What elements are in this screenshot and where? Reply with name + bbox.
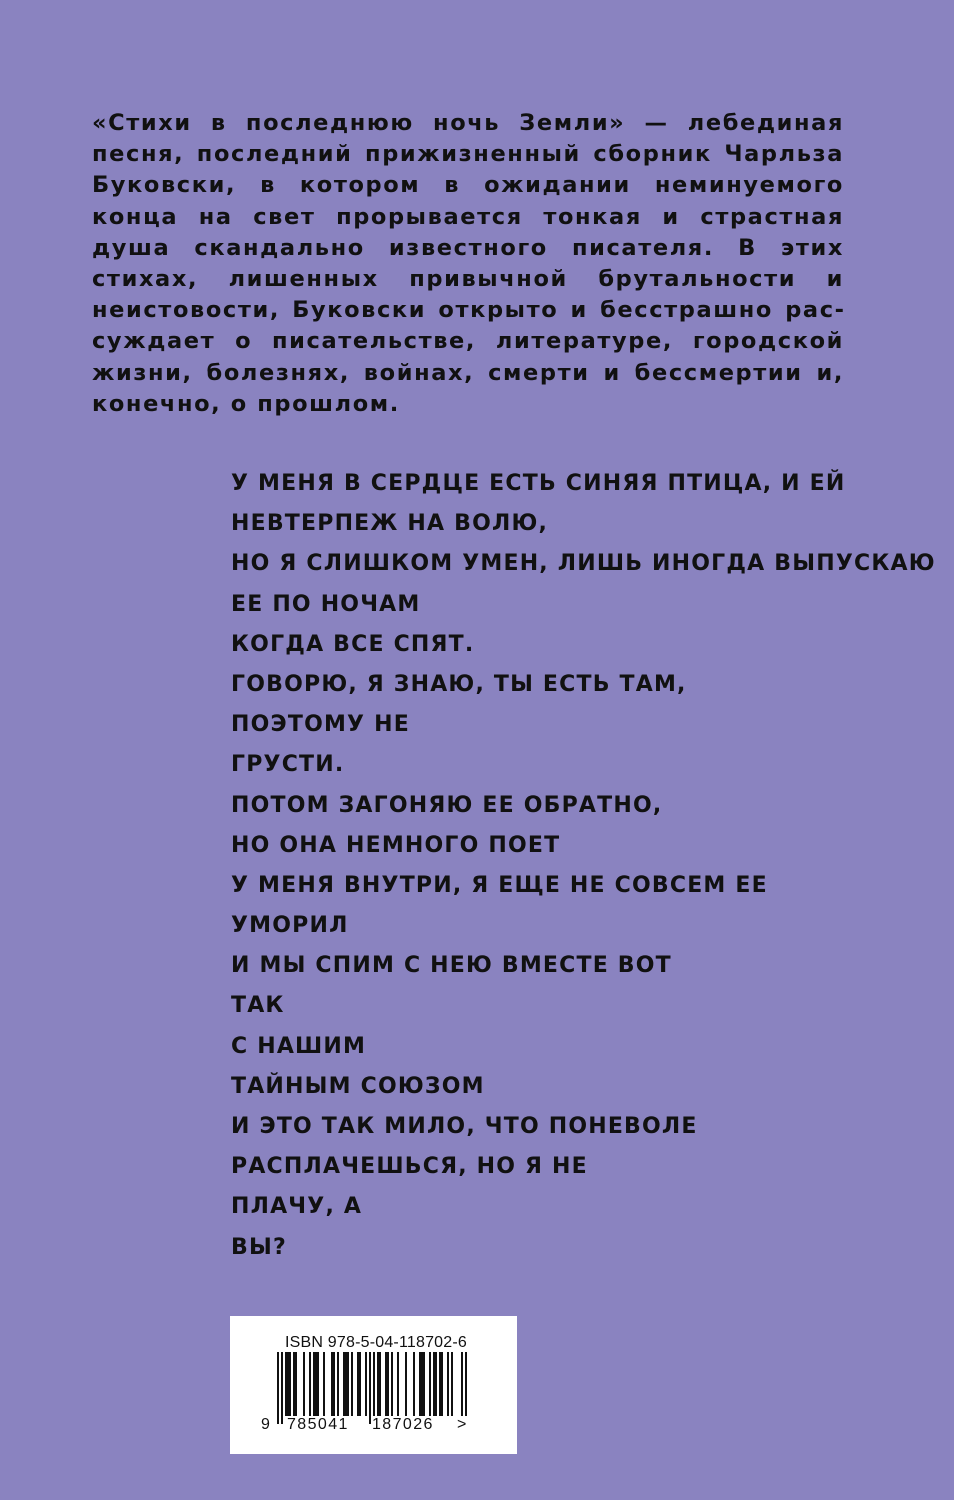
- barcode-bar: [451, 1352, 453, 1416]
- poem-line: РАСПЛАЧЕШЬСЯ, НО Я НЕ: [231, 1154, 588, 1180]
- barcode-bar: [441, 1352, 443, 1416]
- poem-line: С НАШИМ: [231, 1033, 367, 1059]
- barcode-bar: [323, 1352, 325, 1416]
- barcode-bar: [357, 1352, 359, 1416]
- barcode-bar: [351, 1352, 353, 1416]
- poem-line: ТАК: [231, 993, 285, 1019]
- barcode-bar: [369, 1352, 371, 1424]
- barcode-bar: [277, 1352, 279, 1424]
- barcode-bar: [419, 1352, 421, 1416]
- poem-line: У МЕНЯ В СЕРДЦЕ ЕСТЬ СИНЯЯ ПТИЦА, И ЕЙ: [231, 471, 846, 496]
- poem-line: И ЭТО ТАК МИЛО, ЧТО ПОНЕВОЛЕ: [231, 1114, 698, 1139]
- barcode-bar: [421, 1352, 423, 1416]
- barcode-bar: [333, 1352, 335, 1416]
- barcode-bar: [343, 1352, 345, 1416]
- poem-line: И МЫ СПИМ С НЕЮ ВМЕСТЕ ВОТ: [231, 953, 672, 979]
- barcode-bar: [447, 1352, 449, 1416]
- barcode-bar: [373, 1352, 375, 1424]
- poem-line: НО ОНА НЕМНОГО ПОЕТ: [231, 832, 561, 858]
- barcode-bar: [405, 1352, 407, 1416]
- barcode-bar: [295, 1352, 297, 1416]
- barcode-bar: [391, 1352, 393, 1416]
- poem-line: НО Я СЛИШКОМ УМЕН, ЛИШЬ ИНОГДА ВЫПУСКАЮ: [231, 551, 936, 577]
- barcode-bar: [387, 1352, 389, 1416]
- barcode-bar: [439, 1352, 441, 1416]
- poem-excerpt: [231, 466, 936, 1270]
- barcode-bar: [433, 1352, 435, 1416]
- barcode-bar: [337, 1352, 339, 1416]
- barcode-digits-left: 785041: [287, 1416, 349, 1433]
- poem-line: ВЫ?: [231, 1234, 287, 1260]
- barcode-bar: [365, 1352, 367, 1416]
- poem-line: ПОТОМ ЗАГОНЯЮ ЕЕ ОБРАТНО,: [231, 792, 663, 818]
- barcode-bar: [313, 1352, 315, 1416]
- barcode-bar: [303, 1352, 305, 1416]
- barcode-bar: [309, 1352, 311, 1416]
- poem-line: КОГДА ВСЕ СПЯТ.: [231, 631, 475, 657]
- barcode-bar: [345, 1352, 347, 1416]
- isbn-barcode: [230, 1316, 517, 1454]
- poem-line: ГОВОРЮ, Я ЗНАЮ, ТЫ ЕСТЬ ТАМ,: [231, 671, 687, 697]
- barcode-bar: [423, 1352, 425, 1416]
- barcode-bar: [461, 1352, 463, 1424]
- barcode-bar: [289, 1352, 291, 1416]
- barcode-bar: [385, 1352, 387, 1416]
- annotation-paragraph: «Стихи в последнюю ночь Земли» — лебединая песня, последний прижизненный сборник Чарльза Буковски, в котором в ожидании неминуемого конца на свет прорывается тонкая и страстная душа скандально известного писателя. В этих стихах, лишенных привычной брутальности и неистовости, Буковски открыто и бесстрашно рассуждает о писательстве, литературе, городской жизни, болезнях, войнах, смерти и бессмертии и, конечно, о прошлом.: [92, 110, 844, 417]
- barcode-bar: [413, 1352, 415, 1416]
- poem-line: НЕВТЕРПЕЖ НА ВОЛЮ,: [231, 511, 549, 537]
- poem-line: У МЕНЯ ВНУТРИ, Я ЕЩЕ НЕ СОВСЕМ ЕЕ: [231, 872, 768, 898]
- barcode-bar: [293, 1352, 295, 1416]
- barcode-bar: [377, 1352, 379, 1416]
- annotation-text: [92, 108, 844, 420]
- barcode-bar: [379, 1352, 381, 1416]
- barcode-bar: [359, 1352, 361, 1416]
- barcode-bar: [315, 1352, 317, 1416]
- poem-line: УМОРИЛ: [231, 913, 349, 939]
- poem-line: ЕЕ ПО НОЧАМ: [231, 591, 421, 617]
- barcode-bar: [397, 1352, 399, 1416]
- barcode-digit-first: 9: [261, 1416, 272, 1433]
- barcode-bar: [317, 1352, 319, 1416]
- barcode-bar: [285, 1352, 287, 1416]
- barcode-bar: [465, 1352, 467, 1424]
- poem-line: ПОЭТОМУ НЕ: [231, 712, 410, 738]
- barcode-bar: [429, 1352, 431, 1416]
- barcode-digits-right: 187026: [372, 1416, 434, 1433]
- barcode-bar: [347, 1352, 349, 1416]
- barcode-bar: [435, 1352, 437, 1416]
- poem-line: ТАЙНЫМ СОЮЗОМ: [231, 1073, 485, 1099]
- barcode-bar: [331, 1352, 333, 1416]
- barcode-quiet-zone-mark: >: [457, 1416, 468, 1433]
- barcode-bar: [287, 1352, 289, 1416]
- barcode-bar: [281, 1352, 283, 1424]
- poem-line: ПЛАЧУ, А: [231, 1194, 363, 1220]
- isbn-label: ISBN 978-5-04-118702-6: [285, 1334, 467, 1351]
- poem-line: ГРУСТИ.: [231, 752, 345, 778]
